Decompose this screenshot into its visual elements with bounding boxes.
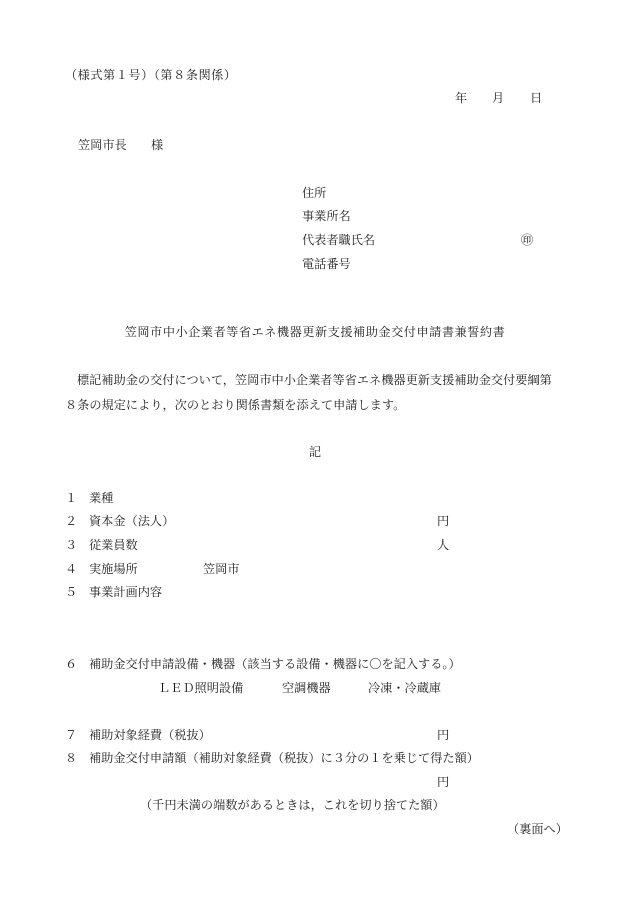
item-unit: 人 <box>437 538 450 552</box>
continue-on-back: （裏面へ） <box>507 822 568 836</box>
form-reference: （様式第１号）（第８条関係） <box>65 68 237 82</box>
representative-label: 代表者職氏名 <box>302 233 376 247</box>
body-line-2: ８条の規定により，次のとおり関係書類を添えて申請します。 <box>65 398 406 412</box>
item-unit: 円 <box>437 514 450 528</box>
office-name-label: 事業所名 <box>302 209 351 223</box>
address-label: 住所 <box>302 186 327 200</box>
item-number: ２ <box>65 514 78 528</box>
option-air-conditioner: 空調機器 <box>282 681 331 695</box>
item-number: ４ <box>65 562 78 576</box>
item-unit: 円 <box>437 775 450 789</box>
item-label: 補助対象経費（税抜） <box>89 728 211 742</box>
document-title: 笠岡市中小企業者等省エネ機器更新支援補助金交付申請書兼誓約書 <box>124 325 506 339</box>
item-number: ３ <box>65 538 78 552</box>
item-number: ８ <box>65 751 78 765</box>
item-number: ５ <box>65 585 78 599</box>
item-number: ７ <box>65 728 78 742</box>
phone-number-label: 電話番号 <box>302 257 351 271</box>
item-label: 業種 <box>89 491 114 505</box>
item-label: 補助金交付申請額（補助対象経費（税抜）に３分の１を乗じて得た額） <box>89 751 479 765</box>
item-number: １ <box>65 491 78 505</box>
item-label: 事業計画内容 <box>89 585 163 599</box>
ki-heading: 記 <box>308 445 322 459</box>
date-day-label: 日 <box>530 91 543 105</box>
option-refrigerator-freezer: 冷凍・冷蔵庫 <box>368 681 442 695</box>
addressee-honorific: 様 <box>151 138 164 152</box>
item-label: 補助金交付申請設備・機器（該当する設備・機器に〇を記入する。） <box>89 657 461 671</box>
date-month-label: 月 <box>492 91 505 105</box>
item-unit: 円 <box>437 728 450 742</box>
body-line-1: 標記補助金の交付について，笠岡市中小企業者等省エネ機器更新支援補助金交付要綱第 <box>77 373 552 387</box>
item-note: （千円未満の端数があるときは，これを切り捨てた額） <box>140 798 445 812</box>
seal-mark: ㊞ <box>521 233 534 247</box>
date-year-label: 年 <box>455 91 468 105</box>
item-label: 実施場所 <box>89 562 138 576</box>
item-label: 資本金（法人） <box>89 514 175 528</box>
addressee-name: 笠岡市長 <box>78 138 127 152</box>
item-number: ６ <box>65 657 78 671</box>
option-led-lighting: ＬＥＤ照明設備 <box>158 681 244 695</box>
item-value: 笠岡市 <box>203 562 240 576</box>
item-label: 従業員数 <box>89 538 138 552</box>
